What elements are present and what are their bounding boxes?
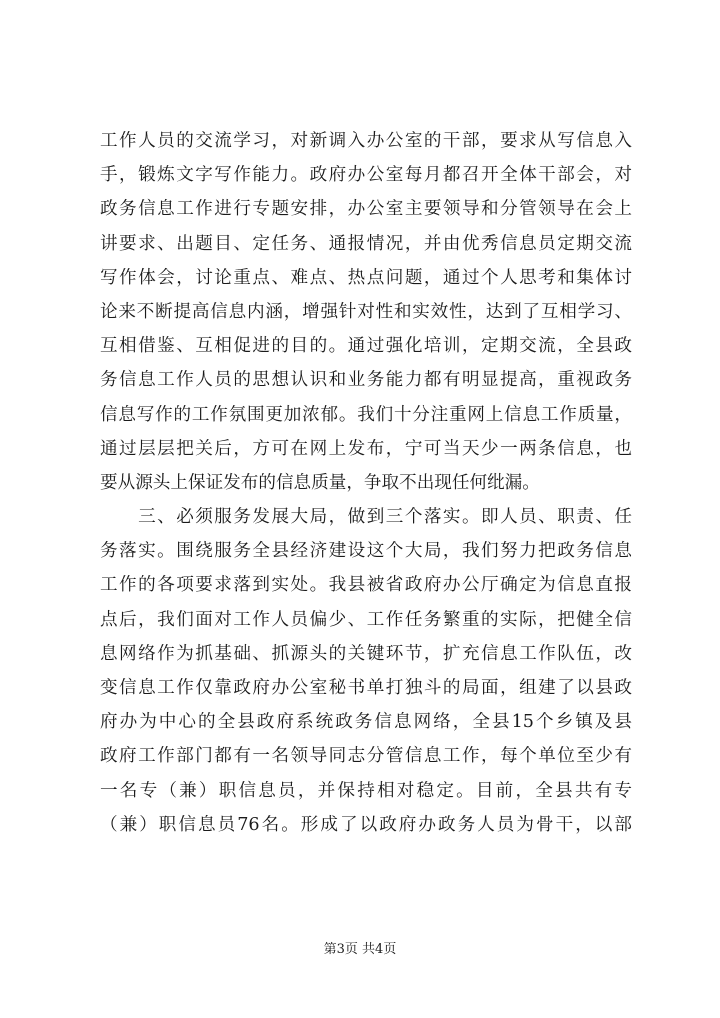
section-heading-line: 三、必须服务发展大局，做到三个落实。即人员、职责、任 (100, 507, 632, 528)
text-line: 讲要求、出题目、定任务、通报情况，并由优秀信息员定期交流 (100, 233, 632, 254)
document-body (100, 124, 632, 842)
text-line: 互相借鉴、互相促进的目的。通过强化培训，定期交流，全县政 (100, 336, 632, 357)
text-line: （兼）职信息员76名。形成了以政府办政务人员为骨干，以部 (100, 814, 632, 835)
text-line: 息网络作为抓基础、抓源头的关键环节，扩充信息工作队伍，改 (100, 643, 632, 664)
text-line: 务信息工作人员的思想认识和业务能力都有明显提高，重视政务 (100, 370, 632, 391)
text-line: 点后，我们面对工作人员偏少、工作任务繁重的实际，把健全信 (100, 609, 632, 630)
text-line: 政务信息工作进行专题安排，办公室主要领导和分管领导在会上 (100, 199, 632, 220)
text-line: 务落实。围绕服务全县经济建设这个大局，我们努力把政务信息 (100, 541, 632, 562)
text-line: 信息写作的工作氛围更加浓郁。我们十分注重网上信息工作质量， (100, 404, 632, 425)
text-line: 论来不断提高信息内涵，增强针对性和实效性，达到了互相学习、 (100, 301, 632, 322)
text-line: 工作人员的交流学习，对新调入办公室的干部，要求从写信息入 (100, 131, 632, 151)
text-line: 通过层层把关后，方可在网上发布，宁可当天少一两条信息，也 (100, 438, 632, 459)
paragraph-end-line: 要从源头上保证发布的信息质量，争取不出现任何纰漏。 (100, 472, 540, 493)
page-number-footer: 第3页 共4页 (323, 942, 397, 957)
text-line: 写作体会，讨论重点、难点、热点问题，通过个人思考和集体讨 (100, 267, 632, 288)
text-line: 府办为中心的全县政府系统政务信息网络，全县15个乡镇及县 (100, 712, 632, 733)
text-line: 工作的各项要求落到实处。我县被省政府办公厅确定为信息直报 (100, 575, 632, 596)
text-line: 一名专（兼）职信息员，并保持相对稳定。目前，全县共有专 (100, 780, 632, 801)
text-line: 手，锻炼文字写作能力。政府办公室每月都召开全体干部会，对 (100, 165, 632, 186)
text-line: 政府工作部门都有一名领导同志分管信息工作，每个单位至少有 (100, 746, 632, 767)
text-line: 变信息工作仅靠政府办公室秘书单打独斗的局面，组建了以县政 (100, 678, 632, 698)
